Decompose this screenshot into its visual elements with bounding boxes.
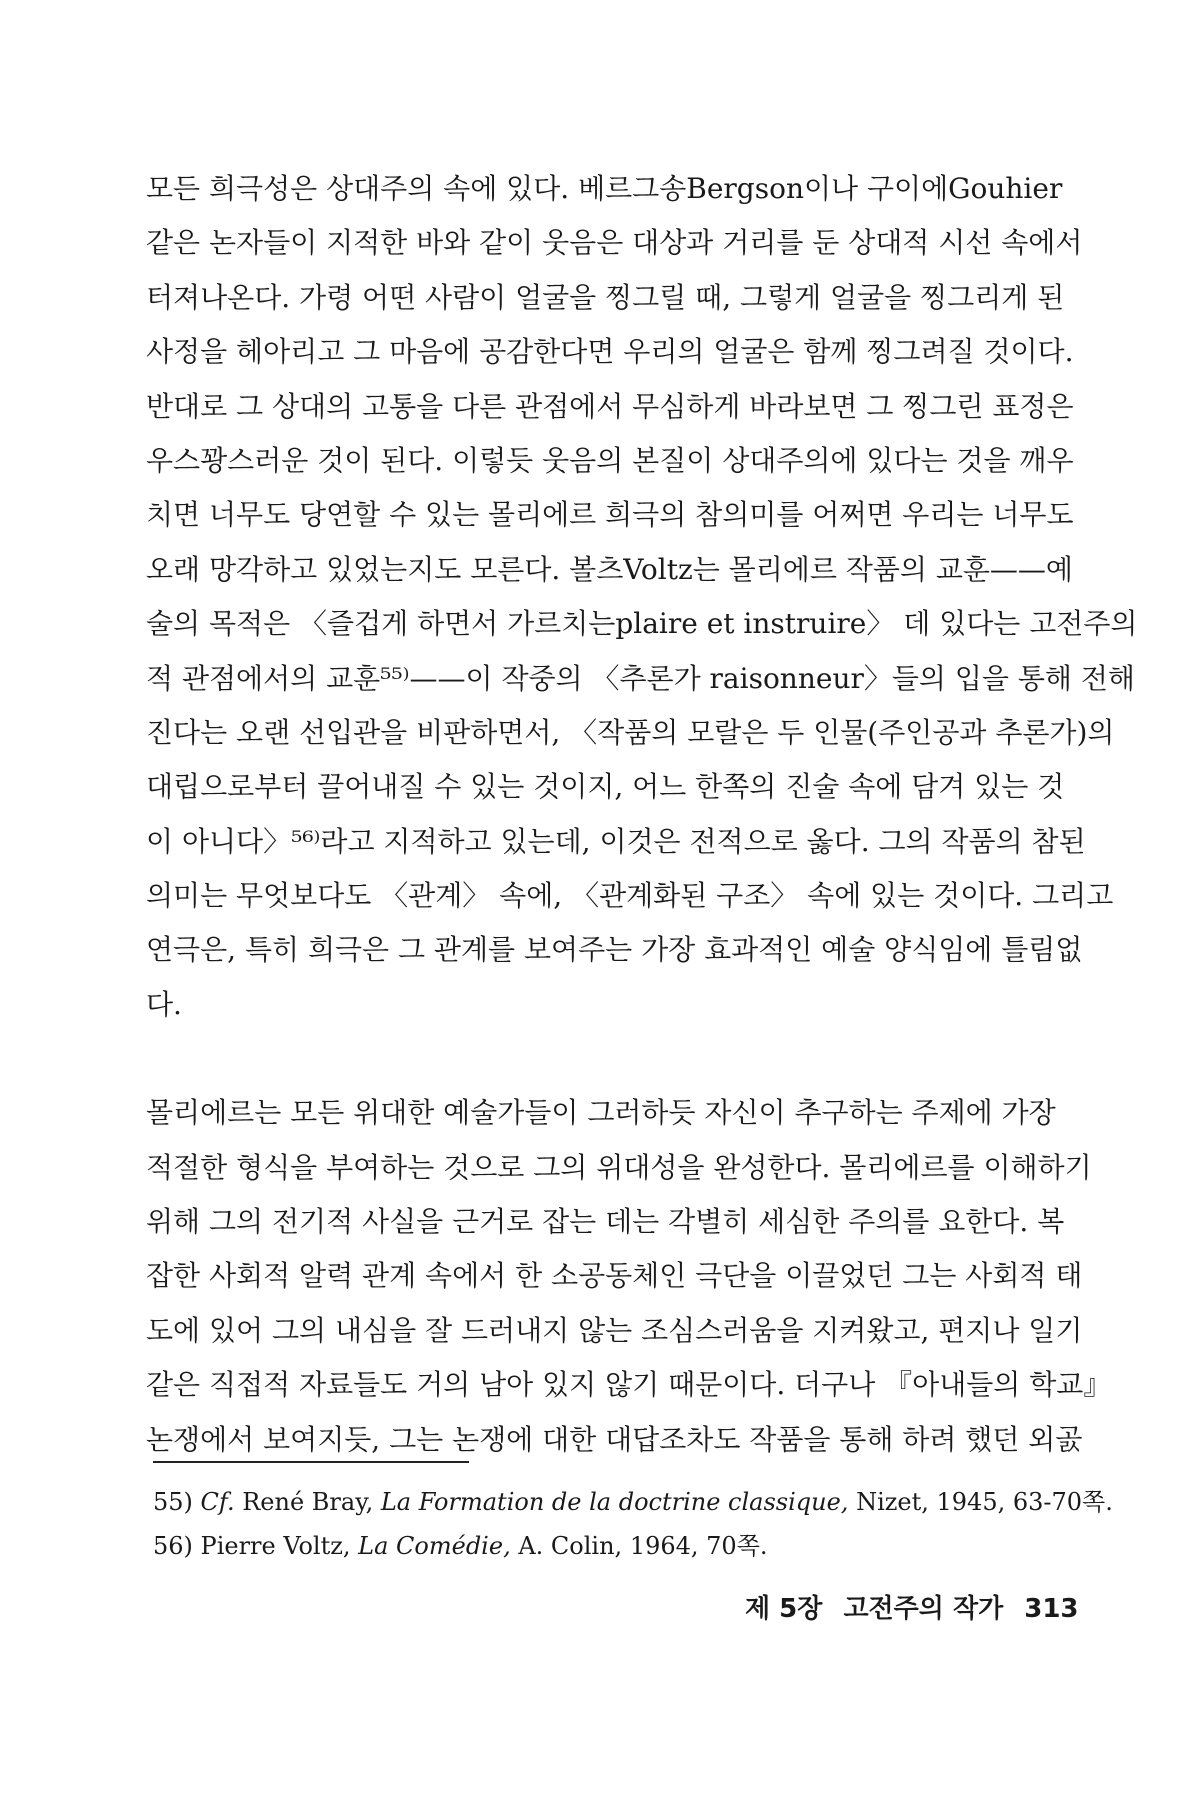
text-line: 적절한 형식을 부여하는 것으로 그의 위대성을 완성한다. 몰리에르를 이해하기 — [146, 1150, 1092, 1184]
footnote-56 — [153, 1524, 1053, 1568]
chapter-label: 제 5장 — [745, 1594, 823, 1624]
footnote-title: La Formation de la doctrine classique, — [380, 1488, 849, 1516]
footnotes — [153, 1480, 1113, 1568]
text-line: 이 아니다〉⁵⁶⁾라고 지적하고 있는데, 이것은 전적으로 옳다. 그의 작품의 참된 — [146, 824, 1086, 858]
footnote-publisher: A. Colin, 1964, 70쪽. — [518, 1532, 768, 1560]
running-footer — [745, 1588, 1079, 1625]
footnote-prefix: Cf. — [200, 1488, 235, 1516]
text-line: 모든 희극성은 상대주의 속에 있다. 베르그송Bergson이나 구이에Gouhier — [146, 172, 1063, 205]
text-line: 반대로 그 상대의 고통을 다른 관점에서 무심하게 바라보면 그 찡그린 표정은 — [146, 389, 1074, 423]
text-line: 적 관점에서의 교훈⁵⁵⁾——이 작중의 〈추론가 raisonneur〉들의 입을 통해 전해 — [146, 661, 1135, 695]
paragraph-1 — [146, 162, 1138, 1032]
text-line: 다. — [146, 987, 182, 1021]
footnote-number: 56) — [153, 1532, 193, 1560]
footnote-title: La Comédie, — [358, 1532, 511, 1560]
footnote-author: René Bray, — [242, 1488, 374, 1516]
footnote-divider — [153, 1461, 469, 1463]
text-line: 같은 논자들이 지적한 바와 같이 웃음은 대상과 거리를 둔 상대적 시선 속에서 — [146, 226, 1083, 260]
text-line: 몰리에르는 모든 위대한 예술가들이 그러하듯 자신이 추구하는 주제에 가장 — [146, 1096, 1056, 1130]
text-line: 술의 목적은 〈즐겁게 하면서 가르치는plaire et instruire〉 데 있다는 고전주의 — [146, 607, 1138, 641]
text-line: 사정을 헤아리고 그 마음에 공감한다면 우리의 얼굴은 함께 찡그려질 것이다. — [146, 335, 1074, 369]
text-line: 연극은, 특히 희극은 그 관계를 보여주는 가장 효과적인 예술 양식임에 틀림없 — [146, 933, 1083, 967]
paragraph-2 — [146, 1086, 1112, 1467]
text-line: 의미는 무엇보다도 〈관계〉 속에, 〈관계화된 구조〉 속에 있는 것이다. 그리고 — [146, 879, 1114, 913]
chapter-title: 고전주의 작가 — [843, 1594, 1004, 1624]
paragraph-gap — [146, 1032, 1046, 1086]
footnote-publisher: Nizet, 1945, 63-70쪽. — [856, 1488, 1113, 1516]
text-line: 대립으로부터 끌어내질 수 있는 것이지, 어느 한쪽의 진술 속에 담겨 있는 것 — [146, 770, 1065, 804]
text-line: 도에 있어 그의 내심을 잘 드러내지 않는 조심스러움을 지켜왔고, 편지나 일기 — [146, 1313, 1083, 1347]
text-line: 진다는 오랜 선입관을 비판하면서, 〈작품의 모랄은 두 인물(주인공과 추론가)의 — [146, 715, 1115, 749]
text-line: 같은 직접적 자료들도 거의 남아 있지 않기 때문이다. 더구나 『아내들의 학교』 — [146, 1368, 1112, 1402]
footnote-author: Pierre Voltz, — [200, 1532, 351, 1560]
text-line: 오래 망각하고 있었는지도 모른다. 볼츠Voltz는 몰리에르 작품의 교훈——예 — [146, 552, 1073, 586]
text-line: 우스꽝스러운 것이 된다. 이렇듯 웃음의 본질이 상대주의에 있다는 것을 깨우 — [146, 443, 1074, 477]
footnote-number: 55) — [153, 1488, 193, 1516]
text-line: 잡한 사회적 알력 관계 속에서 한 소공동체인 극단을 이끌었던 그는 사회적 태 — [146, 1259, 1083, 1293]
body-text — [146, 162, 1138, 1467]
text-line: 위해 그의 전기적 사실을 근거로 잡는 데는 각별히 세심한 주의를 요한다. 복 — [146, 1205, 1065, 1239]
page-number: 313 — [1024, 1594, 1079, 1624]
text-line: 논쟁에서 보여지듯, 그는 논쟁에 대한 대답조차도 작품을 통해 하려 했던 외곬 — [146, 1422, 1083, 1456]
text-line: 치면 너무도 당연할 수 있는 몰리에르 희극의 참의미를 어쩌면 우리는 너무도 — [146, 498, 1074, 532]
text-line: 터져나온다. 가령 어떤 사람이 얼굴을 찡그릴 때, 그렇게 얼굴을 찡그리게 된 — [146, 280, 1065, 314]
footnote-55 — [153, 1480, 1113, 1524]
